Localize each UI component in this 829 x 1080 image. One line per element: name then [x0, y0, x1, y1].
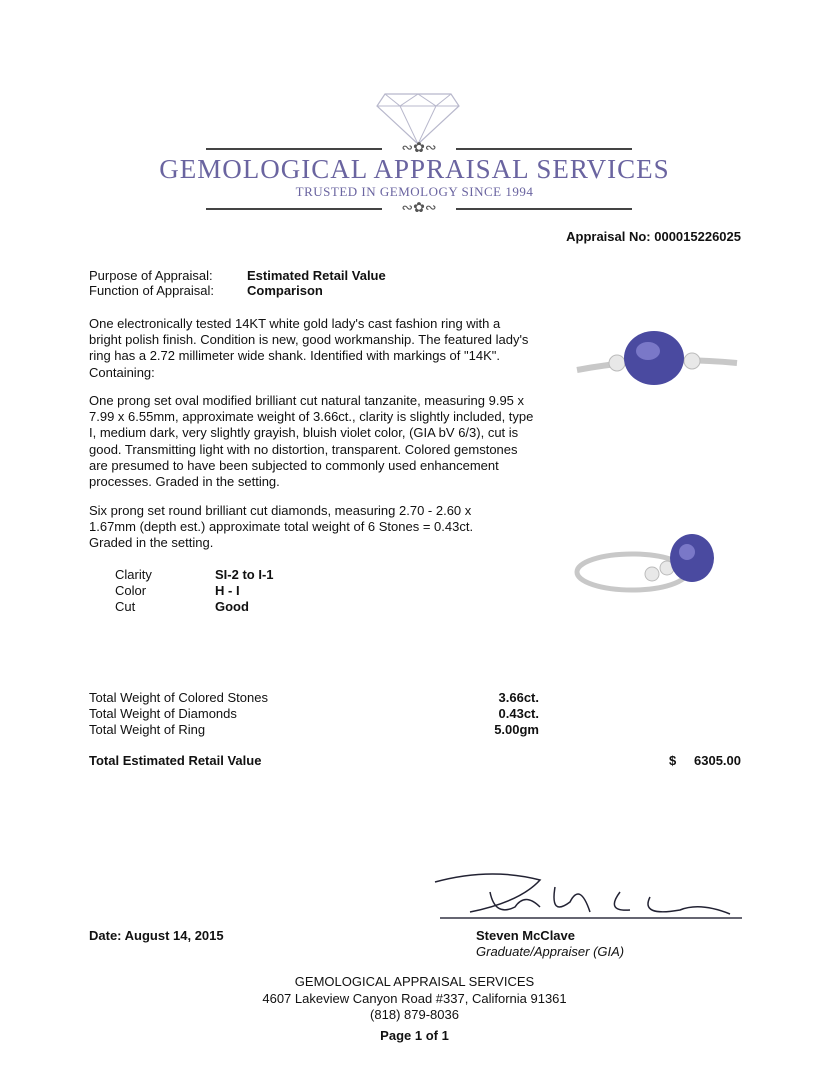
ring-top-photo	[572, 325, 742, 395]
purpose-label: Purpose of Appraisal:	[89, 268, 213, 283]
diamonds-weight-value: 0.43ct.	[498, 706, 539, 721]
logo-title: GEMOLOGICAL APPRAISAL SERVICES	[159, 154, 670, 184]
clarity-value: SI-2 to I-1	[215, 567, 274, 582]
cut-value: Good	[215, 599, 249, 614]
ring-side-photo	[572, 530, 742, 600]
divider	[456, 208, 632, 210]
cut-label: Cut	[115, 599, 136, 614]
function-value: Comparison	[247, 283, 323, 298]
logo-tagline: TRUSTED IN GEMOLOGY SINCE 1994	[295, 184, 534, 199]
signature	[430, 862, 745, 922]
tanzanite-description: One prong set oval modified brilliant cut natural tanzanite, measuring 9.95 x 7.99 x 6.55mm, approximate weight of 3.66ct., clarity is slightly included, type I, medium dark, very slightly grayish, bluish violet color, (GIA bV 6/3), cut is good. Transmitting light with no distortion, transparent. Colored gemstones are presumed to have been subjected to commonly used enhancement processes. Graded in the setting.	[89, 393, 534, 490]
divider	[206, 208, 382, 210]
ring-weight-value: 5.00gm	[494, 722, 539, 737]
ring-weight-label: Total Weight of Ring	[89, 722, 206, 737]
total-value: 6305.00	[694, 753, 741, 768]
currency-symbol: $	[669, 753, 677, 768]
appraisal-number: Appraisal No: 000015226025	[566, 229, 741, 244]
appraiser-title: Graduate/Appraiser (GIA)	[476, 944, 625, 959]
divider	[456, 148, 632, 150]
diamond-description: Six prong set round brilliant cut diamonds, measuring 2.70 - 2.60 x 1.67mm (depth est.) approximate total weight of 6 Stones = 0.43ct. Graded in the setting.	[89, 503, 474, 551]
purpose-value: Estimated Retail Value	[247, 268, 386, 283]
footer-address: 4607 Lakeview Canyon Road #337, California 91361	[262, 990, 567, 1006]
flourish-icon: ∾✿∾	[401, 199, 437, 215]
color-value: H - I	[215, 583, 240, 598]
diamonds-weight-label: Total Weight of Diamonds	[89, 706, 237, 721]
appraisal-date: Date: August 14, 2015	[89, 928, 224, 943]
function-label: Function of Appraisal:	[89, 283, 215, 298]
colored-stones-weight-value: 3.66ct.	[498, 690, 539, 705]
diamond-logo-icon	[375, 86, 461, 146]
clarity-label: Clarity	[115, 567, 152, 582]
page-number: Page 1 of 1	[380, 1027, 449, 1043]
colored-stones-weight-label: Total Weight of Colored Stones	[89, 690, 268, 705]
divider	[206, 148, 382, 150]
footer-phone: (818) 879-8036	[370, 1007, 459, 1022]
color-label: Color	[115, 583, 147, 598]
ring-description: One electronically tested 14KT white gold lady's cast fashion ring with a bright polish finish. Condition is new, good workmanship. The featured lady's ring has a 2.72 millimeter wide shank. Identified with markings of "14K". Containing:	[89, 316, 529, 380]
flourish-icon: ∾✿∾	[401, 139, 437, 155]
appraiser-name: Steven McClave	[476, 928, 575, 943]
total-value-label: Total Estimated Retail Value	[89, 753, 262, 768]
footer-company: GEMOLOGICAL APPRAISAL SERVICES	[294, 974, 535, 989]
